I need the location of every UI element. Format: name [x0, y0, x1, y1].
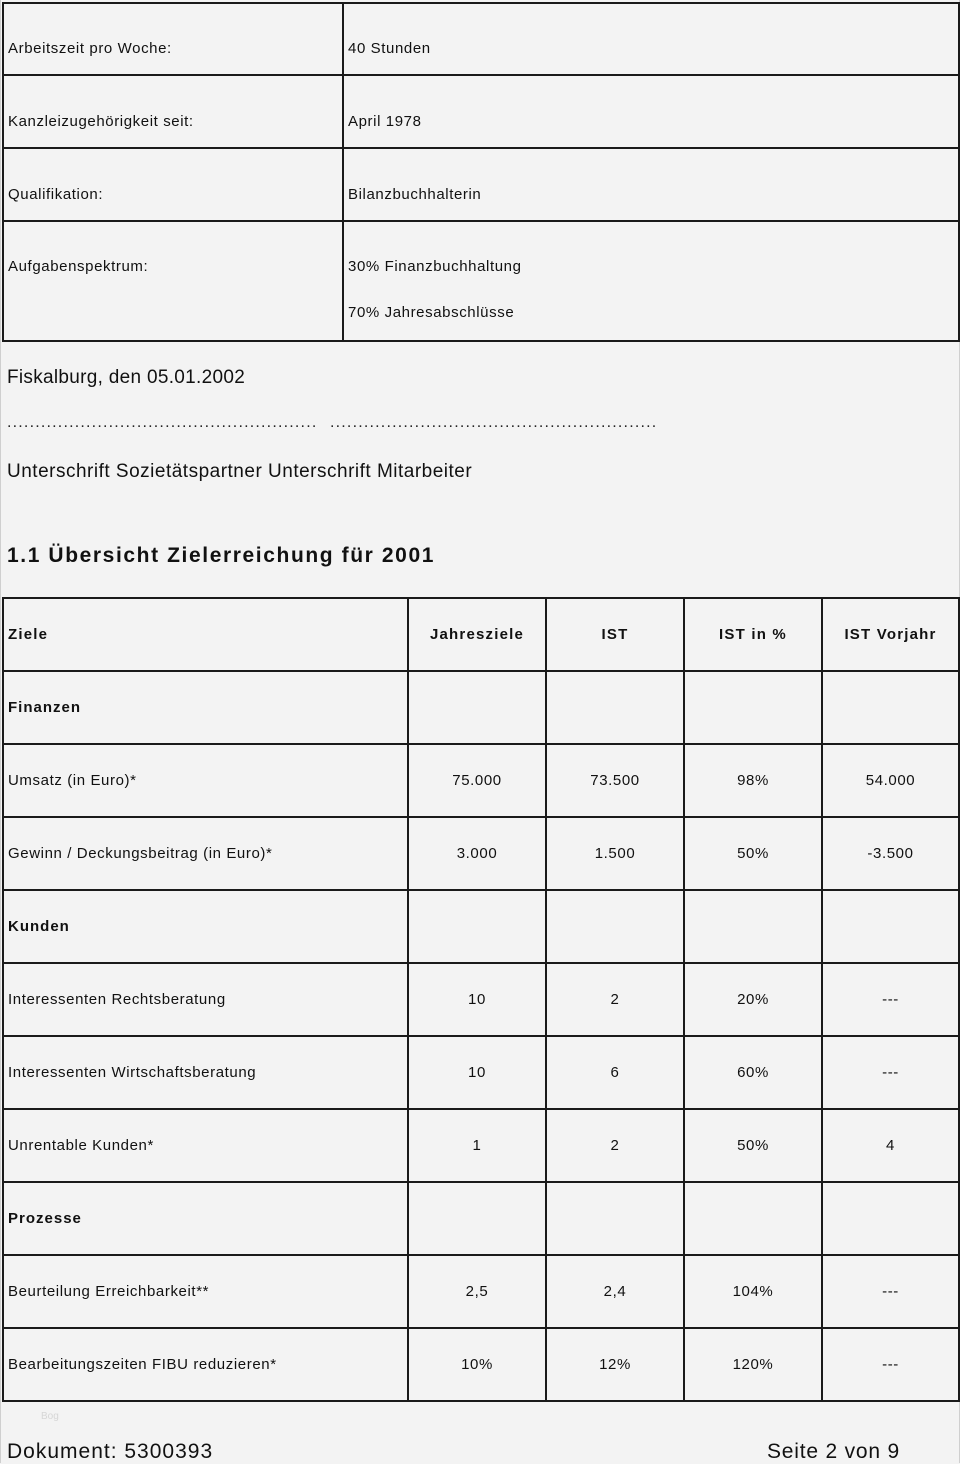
- table-row: [3, 963, 959, 1036]
- table-row: [3, 1255, 959, 1328]
- table-section-row: [3, 890, 959, 963]
- goal-actual: 2,4: [546, 1255, 684, 1328]
- goal-previous-year: ---: [822, 963, 959, 1036]
- goal-percent: 60%: [684, 1036, 822, 1109]
- goal-name: Bearbeitungszeiten FIBU reduzieren*: [3, 1328, 408, 1401]
- goal-name: Interessenten Rechtsberatung: [3, 963, 408, 1036]
- info-label: Qualifikation:: [3, 148, 343, 221]
- goal-percent: 120%: [684, 1328, 822, 1401]
- table-cell: [684, 671, 822, 744]
- table-cell: [684, 890, 822, 963]
- table-row: [3, 817, 959, 890]
- info-value: April 1978: [343, 75, 959, 148]
- info-row: [3, 221, 959, 341]
- goal-actual: 12%: [546, 1328, 684, 1401]
- section-label: Finanzen: [3, 671, 408, 744]
- goal-percent: 98%: [684, 744, 822, 817]
- goal-previous-year: ---: [822, 1036, 959, 1109]
- goal-percent: 20%: [684, 963, 822, 1036]
- column-header-ist-percent: IST in %: [684, 598, 822, 671]
- table-section-row: [3, 1182, 959, 1255]
- goal-target: 2,5: [408, 1255, 546, 1328]
- info-value-line: 30% Finanzbuchhaltung: [348, 258, 522, 275]
- goal-target: 10: [408, 963, 546, 1036]
- table-row: [3, 1036, 959, 1109]
- column-header-ist-vorjahr: IST Vorjahr: [822, 598, 959, 671]
- info-value-cell: [343, 221, 959, 341]
- goal-percent: 50%: [684, 1109, 822, 1182]
- goal-previous-year: -3.500: [822, 817, 959, 890]
- signature-line-employee: ..........................................................: [330, 414, 658, 431]
- info-label: Arbeitszeit pro Woche:: [3, 3, 343, 75]
- info-row: [3, 148, 959, 221]
- goal-previous-year: ---: [822, 1255, 959, 1328]
- table-cell: [822, 671, 959, 744]
- goal-percent: 50%: [684, 817, 822, 890]
- goal-actual: 2: [546, 963, 684, 1036]
- table-cell: [546, 671, 684, 744]
- employee-info-table: [2, 2, 960, 342]
- goal-actual: 2: [546, 1109, 684, 1182]
- column-header-ist: IST: [546, 598, 684, 671]
- goal-target: 3.000: [408, 817, 546, 890]
- table-cell: [822, 1182, 959, 1255]
- table-row: [3, 1109, 959, 1182]
- watermark-text: Bog: [41, 1411, 59, 1422]
- info-value: 40 Stunden: [343, 3, 959, 75]
- section-heading: 1.1 Übersicht Zielerreichung für 2001: [7, 544, 436, 567]
- table-cell: [546, 1182, 684, 1255]
- table-cell: [408, 1182, 546, 1255]
- table-cell: [546, 890, 684, 963]
- goal-name: Unrentable Kunden*: [3, 1109, 408, 1182]
- goal-previous-year: 4: [822, 1109, 959, 1182]
- goal-target: 10: [408, 1036, 546, 1109]
- goal-previous-year: ---: [822, 1328, 959, 1401]
- goal-actual: 73.500: [546, 744, 684, 817]
- section-label: Kunden: [3, 890, 408, 963]
- table-cell: [408, 671, 546, 744]
- info-label: Kanzleizugehörigkeit seit:: [3, 75, 343, 148]
- info-label-cell: [3, 221, 343, 341]
- goal-actual: 6: [546, 1036, 684, 1109]
- table-row: [3, 744, 959, 817]
- table-header-row: [3, 598, 959, 671]
- goal-target: 1: [408, 1109, 546, 1182]
- goal-name: Gewinn / Deckungsbeitrag (in Euro)*: [3, 817, 408, 890]
- goal-name: Umsatz (in Euro)*: [3, 744, 408, 817]
- section-label: Prozesse: [3, 1182, 408, 1255]
- column-header-ziele: Ziele: [3, 598, 408, 671]
- goal-target: 75.000: [408, 744, 546, 817]
- goal-percent: 104%: [684, 1255, 822, 1328]
- goal-previous-year: 54.000: [822, 744, 959, 817]
- signature-labels: Unterschrift Sozietätspartner Unterschrift Mitarbeiter: [7, 461, 473, 482]
- table-section-row: [3, 671, 959, 744]
- info-label: Aufgabenspektrum:: [8, 258, 149, 275]
- table-cell: [822, 890, 959, 963]
- info-row: [3, 75, 959, 148]
- table-cell: [684, 1182, 822, 1255]
- goal-target: 10%: [408, 1328, 546, 1401]
- info-value: Bilanzbuchhalterin: [343, 148, 959, 221]
- column-header-jahresziele: Jahresziele: [408, 598, 546, 671]
- goal-actual: 1.500: [546, 817, 684, 890]
- table-cell: [408, 890, 546, 963]
- place-date: Fiskalburg, den 05.01.2002: [7, 367, 246, 388]
- goals-table: [2, 597, 960, 1402]
- signature-line-partner: .......................................................: [7, 414, 318, 431]
- goal-name: Beurteilung Erreichbarkeit**: [3, 1255, 408, 1328]
- info-row: [3, 3, 959, 75]
- info-value-line: 70% Jahresabschlüsse: [348, 304, 515, 321]
- table-row: [3, 1328, 959, 1401]
- page-number: Seite 2 von 9: [767, 1440, 900, 1463]
- document-number: Dokument: 5300393: [7, 1440, 214, 1463]
- goal-name: Interessenten Wirtschaftsberatung: [3, 1036, 408, 1109]
